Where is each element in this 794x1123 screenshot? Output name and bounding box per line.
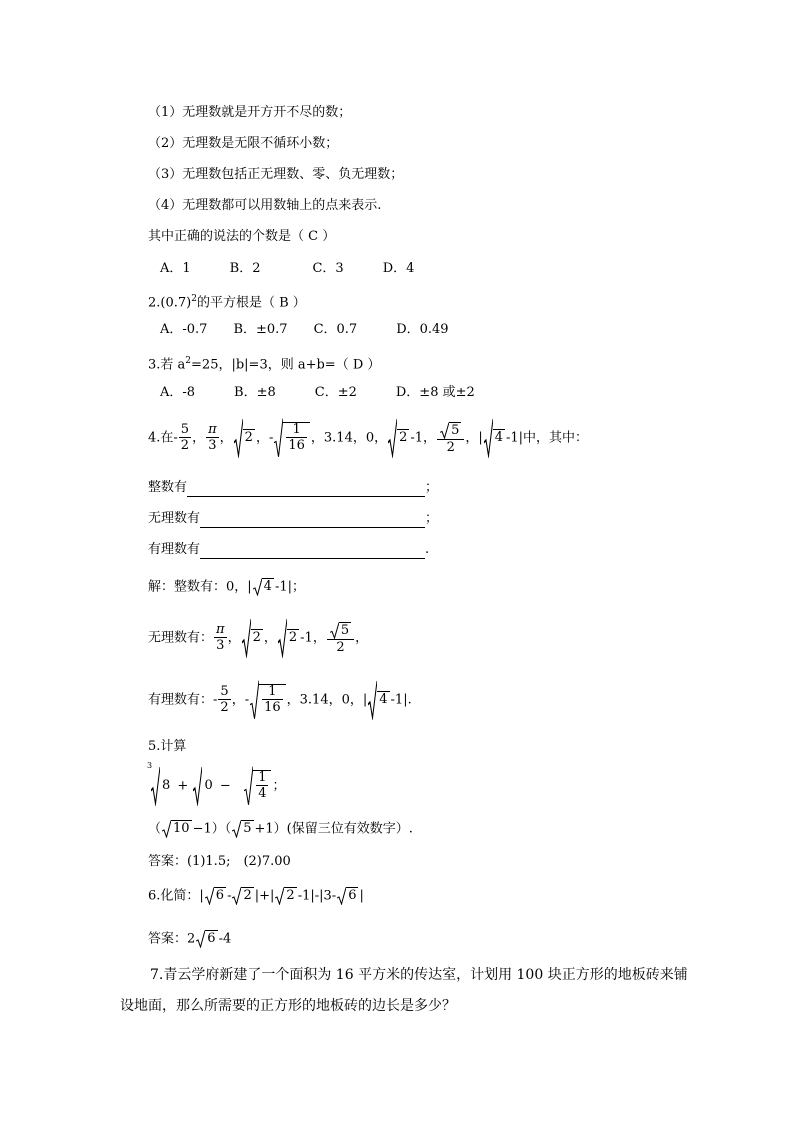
root-index: 3 [147, 761, 153, 770]
frac-num: 5 [220, 684, 229, 699]
radical-sign-icon [250, 680, 259, 720]
solution-irrationals [148, 618, 368, 659]
q4-tail: -1|中，其中： [506, 430, 589, 446]
fraction-5-2 [179, 423, 191, 453]
statement-4: （4）无理数都可以用数轴上的点来表示. [148, 198, 382, 213]
radical-sign-icon [388, 418, 397, 458]
question-3-options: A．-8 B．±8 C．±2 D．±8 或±2 [160, 385, 475, 400]
sqrt-0 [193, 766, 214, 806]
statement-3: （3）无理数包括正无理数、零、负无理数； [148, 167, 404, 182]
radicand: 2 [399, 430, 408, 445]
q3-text-a: 3.若 a [148, 357, 186, 373]
c2-tail: +1）(保留三位有效数字）. [254, 821, 413, 837]
q4-sep: ，| [465, 430, 483, 446]
calc-1 [147, 761, 286, 807]
sol-text-b: -1|； [274, 579, 305, 595]
ans6-b: -4 [218, 931, 232, 947]
radicand [253, 770, 271, 801]
radicand: 2 [288, 630, 298, 645]
sqrt-2 [242, 618, 263, 658]
sol-text-a: 解：整数有：0，| [148, 579, 252, 595]
period: . [425, 542, 430, 557]
rational-label: 有理数有 [148, 542, 201, 557]
radical-sign-icon [440, 422, 449, 439]
q2-text-a: 2.(0.7) [148, 295, 192, 311]
statement-2: （2）无理数是无限不循环小数； [148, 136, 339, 151]
sep: -1， [300, 630, 326, 646]
sqrt-2 [388, 418, 409, 458]
frac-den: 3 [216, 638, 225, 653]
irrational-answer-blank[interactable] [200, 513, 425, 528]
fraction-1-16 [286, 423, 307, 453]
question-4 [148, 418, 588, 459]
frac-num: 5 [180, 422, 190, 437]
frac-den: 16 [288, 437, 305, 453]
solution-integers [148, 578, 305, 597]
sep: ， [355, 630, 369, 646]
frac-num: 1 [262, 685, 283, 700]
frac-num: π [216, 622, 225, 637]
sqrt-6 [205, 887, 226, 905]
frac-num [327, 622, 354, 640]
irrational-label: 无理数有 [148, 511, 201, 526]
q4-sep: ， [192, 430, 206, 446]
rat-ans-label: 有理数有：- [148, 692, 218, 708]
sqrt-6 [196, 930, 217, 948]
integer-answer-blank[interactable] [187, 482, 425, 497]
radicand: 4 [379, 692, 388, 707]
radicand: 5 [340, 622, 350, 638]
radicand: 6 [348, 888, 357, 903]
plus-sign: + [177, 778, 189, 794]
radicand: 2 [243, 888, 252, 903]
frac-den: 2 [336, 639, 345, 655]
q6-b: - [227, 888, 232, 904]
radical-sign-icon [234, 418, 243, 458]
sqrt-5 [440, 422, 461, 439]
radical-sign-icon [275, 887, 284, 905]
rational-fill-line [148, 541, 429, 559]
question-6 [148, 887, 364, 906]
radical-sign-icon [242, 618, 251, 658]
radicand: 5 [243, 821, 252, 836]
q6-a: 6.化简：| [148, 888, 204, 904]
calc-2 [148, 820, 413, 839]
radicand: 2 [286, 888, 295, 903]
frac-num [437, 422, 464, 440]
radical-sign-icon [205, 887, 214, 905]
q3-text-b: =25，|b|=3，则 a+b=（ D ） [191, 357, 381, 373]
radical-sign-icon [368, 680, 377, 720]
q3-exponent: 2 [185, 356, 192, 366]
sqrt-1-16 [250, 680, 286, 720]
radicand: 5 [451, 422, 460, 438]
question-2 [148, 290, 306, 312]
radicand: 4 [494, 430, 504, 445]
radicand [283, 422, 310, 453]
sqrt-4 [368, 680, 389, 720]
irr-ans-label: 无理数有： [148, 630, 214, 646]
radicand [259, 684, 286, 715]
q4-sep: ，- [255, 430, 274, 446]
q6-c: |+| [254, 888, 275, 904]
radicand: 6 [207, 931, 216, 946]
c2-open: （ [148, 821, 162, 837]
rat-sep: ，3.14，0，| [286, 692, 368, 708]
q4-sep: ，3.14，0， [310, 430, 388, 446]
radical-sign-icon [151, 766, 160, 806]
frac-den: 3 [208, 438, 217, 453]
radical-sign-icon [337, 887, 346, 905]
answer-5: 答案：(1)1.5; (2)7.00 [148, 854, 291, 869]
sqrt-1-4 [244, 766, 271, 806]
q2-text-b: 的平方根是（ B ） [196, 295, 306, 311]
sqrt-2 [278, 618, 299, 658]
rational-answer-blank[interactable] [200, 544, 425, 559]
frac-den: 16 [264, 699, 281, 715]
radical-sign-icon [274, 418, 283, 458]
rat-sep: ，- [231, 692, 250, 708]
irrational-fill-line [148, 510, 438, 528]
radical-sign-icon [278, 618, 287, 658]
radical-sign-icon [244, 766, 253, 806]
radical-sign-icon [253, 578, 262, 596]
integer-label: 整数有 [148, 480, 188, 495]
frac-den: 2 [180, 438, 190, 453]
question-1: 其中正确的说法的个数是（ C ） [148, 229, 336, 244]
radicand: 6 [215, 888, 225, 903]
sqrt-5 [232, 820, 253, 838]
fraction-sqrt5-2 [437, 422, 464, 455]
sqrt-10 [162, 820, 192, 838]
frac-den: 2 [220, 700, 229, 715]
fraction-1-4 [256, 771, 268, 801]
radical-sign-icon [330, 622, 339, 639]
fraction-sqrt5-2 [327, 622, 354, 655]
answer-6 [148, 930, 231, 949]
q6-d: -1|-|3- [297, 888, 337, 904]
radicand: 0 [204, 778, 213, 793]
minus-sign: − [219, 778, 231, 794]
statement-1: （1）无理数就是开方开不尽的数； [148, 105, 352, 120]
integer-fill-line [148, 479, 438, 497]
radicand: 10 [173, 821, 190, 836]
q4-sep: -1， [410, 430, 437, 446]
radicand: 2 [252, 630, 261, 645]
fraction-pi-3 [206, 423, 219, 453]
sqrt-4 [484, 418, 505, 458]
question-7-line-2: 设地面，那么所需要的正方形的地板砖的边长是多少？ [120, 998, 456, 1014]
radical-sign-icon [196, 930, 205, 948]
radicand: 2 [244, 430, 253, 445]
radicand: 8 [162, 778, 171, 793]
sqrt-4 [253, 578, 274, 596]
semicolon: ； [425, 511, 439, 526]
question-5: 5.计算 [148, 739, 187, 754]
frac-den: 2 [446, 439, 455, 455]
solution-rationals [148, 680, 412, 721]
fraction-5-2 [218, 685, 230, 715]
rat-tail: -1|. [390, 692, 412, 708]
radical-sign-icon [162, 820, 171, 838]
fraction-pi-3 [214, 623, 227, 653]
sqrt-1-16 [274, 418, 310, 458]
sqrt-5 [330, 622, 351, 639]
radicand: 4 [263, 579, 272, 594]
radical-sign-icon [232, 887, 241, 905]
radical-sign-icon [232, 820, 241, 838]
q6-e: | [359, 888, 364, 904]
semicolon: ； [272, 778, 286, 794]
q4-sep: ， [219, 430, 233, 446]
c2-mid: −1）（ [192, 821, 232, 837]
sqrt-2 [232, 887, 253, 905]
sqrt-2 [275, 887, 296, 905]
radical-sign-icon [484, 418, 493, 458]
cube-root-8 [147, 761, 172, 806]
frac-num: 1 [286, 423, 307, 438]
sqrt-6 [337, 887, 358, 905]
q2-exponent: 2 [191, 294, 197, 304]
radical-sign-icon [193, 766, 202, 806]
question-7-line-1: 7.青云学府新建了一个面积为 16 平方米的传达室，计划用 100 块正方形的地板砖来铺 [150, 967, 688, 983]
frac-den: 4 [258, 785, 267, 801]
question-3 [148, 352, 380, 374]
ans6-a: 答案：2 [148, 931, 196, 947]
sqrt-2 [234, 418, 255, 458]
semicolon: ； [425, 480, 439, 495]
sep: ， [227, 630, 241, 646]
fraction-1-16 [262, 685, 283, 715]
frac-num: π [208, 422, 217, 437]
question-1-options: A．1 B．2 C．3 D．4 [160, 261, 415, 276]
q4-lead: 4.在- [148, 430, 178, 446]
frac-num: 1 [258, 769, 267, 785]
question-2-options: A．-0.7 B．±0.7 C．0.7 D．0.49 [160, 322, 449, 337]
sep: ， [263, 630, 277, 646]
